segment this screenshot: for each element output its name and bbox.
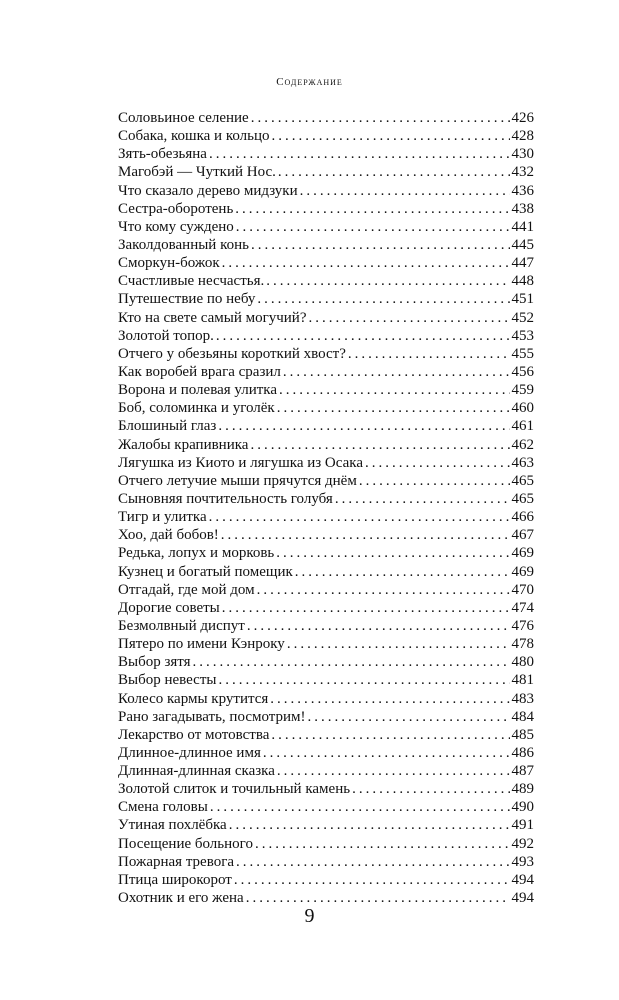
toc-dot-leader bbox=[287, 635, 510, 653]
toc-entry-page: 460 bbox=[511, 400, 534, 417]
toc-entry bbox=[118, 381, 534, 399]
toc-entry-title: Золотой слиток и точильный камень bbox=[118, 781, 351, 798]
toc-entry bbox=[118, 490, 534, 508]
toc-entry bbox=[118, 200, 534, 218]
toc-entry-title: Жалобы крапивника bbox=[118, 436, 249, 453]
toc-entry-title: Хоо, дай бобов! bbox=[118, 527, 219, 544]
toc-entry-title: Посещение больного bbox=[118, 835, 253, 852]
toc-entry bbox=[118, 853, 534, 871]
toc-entry bbox=[118, 744, 534, 762]
toc-entry-page: 432 bbox=[511, 164, 534, 181]
toc-entry bbox=[118, 581, 534, 599]
toc-entry-page: 469 bbox=[511, 563, 534, 580]
toc-dot-leader bbox=[278, 163, 510, 181]
toc-entry-title: Длинное-длинное имя bbox=[118, 744, 261, 761]
toc-entry bbox=[118, 617, 534, 635]
toc-entry-title: Смена головы bbox=[118, 799, 208, 816]
toc-dot-leader bbox=[218, 417, 509, 435]
toc-entry-page: 494 bbox=[511, 890, 534, 907]
toc-entry bbox=[118, 726, 534, 744]
toc-entry-page: 456 bbox=[511, 363, 534, 380]
toc-entry-title: Сыновняя почтительность голубя bbox=[118, 490, 333, 507]
toc-entry bbox=[118, 544, 534, 562]
toc-entry-title: Соловьиное селение bbox=[118, 110, 249, 126]
toc-entry bbox=[118, 599, 534, 617]
toc-entry-title: Собака, кошка и кольцо bbox=[118, 128, 270, 145]
toc-dot-leader bbox=[365, 454, 510, 472]
toc-entry bbox=[118, 436, 534, 454]
toc-entry-title: Выбор зятя bbox=[118, 654, 191, 671]
toc-entry-page: 463 bbox=[511, 454, 534, 471]
toc-dot-leader bbox=[266, 272, 509, 290]
toc-entry bbox=[118, 254, 534, 272]
toc-dot-leader bbox=[276, 544, 509, 562]
toc-dot-leader bbox=[236, 853, 509, 871]
toc-entry-page: 430 bbox=[511, 146, 534, 163]
toc-dot-leader bbox=[234, 871, 510, 889]
toc-entry-page: 485 bbox=[511, 726, 534, 743]
toc-entry-page: 476 bbox=[511, 617, 534, 634]
table-of-contents bbox=[118, 109, 534, 907]
toc-dot-leader bbox=[283, 363, 510, 381]
toc-entry-page: 465 bbox=[511, 490, 534, 507]
toc-dot-leader bbox=[272, 127, 510, 145]
toc-entry bbox=[118, 780, 534, 798]
toc-entry-page: 478 bbox=[511, 636, 534, 653]
toc-entry bbox=[118, 708, 534, 726]
toc-entry bbox=[118, 635, 534, 653]
toc-dot-leader bbox=[279, 381, 509, 399]
toc-entry-title: Пожарная тревога bbox=[118, 853, 235, 870]
toc-entry bbox=[118, 472, 534, 490]
toc-entry-page: 445 bbox=[511, 236, 534, 253]
toc-entry bbox=[118, 309, 534, 327]
toc-dot-leader bbox=[221, 526, 510, 544]
toc-entry bbox=[118, 526, 534, 544]
toc-entry bbox=[118, 871, 534, 889]
toc-dot-leader bbox=[235, 200, 509, 218]
toc-dot-leader bbox=[295, 563, 510, 581]
toc-entry-page: 490 bbox=[511, 799, 534, 816]
toc-entry bbox=[118, 417, 534, 435]
toc-entry bbox=[118, 399, 534, 417]
toc-entry-page: 474 bbox=[511, 599, 534, 616]
toc-dot-leader bbox=[209, 145, 510, 163]
toc-entry-page: 494 bbox=[511, 871, 534, 888]
toc-entry bbox=[118, 671, 534, 689]
toc-entry-title: Редька, лопух и морковь bbox=[118, 545, 275, 562]
toc-dot-leader bbox=[251, 236, 510, 254]
toc-entry bbox=[118, 127, 534, 145]
toc-entry-title: Отчего у обезьяны короткий хвост? bbox=[118, 345, 346, 362]
toc-entry-title: Лекарство от мотовства bbox=[118, 726, 270, 743]
toc-entry-page: 491 bbox=[511, 817, 534, 834]
toc-dot-leader bbox=[216, 327, 510, 345]
toc-dot-leader bbox=[210, 798, 510, 816]
toc-entry-page: 459 bbox=[511, 382, 534, 399]
toc-entry-page: 428 bbox=[511, 128, 534, 145]
toc-entry-page: 489 bbox=[511, 781, 534, 798]
toc-entry-title: Длинная-длинная сказка bbox=[118, 763, 275, 780]
toc-entry-title: Безмолвный диспут bbox=[118, 617, 245, 634]
toc-dot-leader bbox=[193, 653, 510, 671]
toc-entry-page: 483 bbox=[511, 690, 534, 707]
toc-entry-title: Лягушка из Киото и лягушка из Осака bbox=[118, 454, 363, 471]
toc-entry-page: 426 bbox=[511, 110, 534, 126]
toc-entry bbox=[118, 454, 534, 472]
toc-dot-leader bbox=[236, 218, 510, 236]
toc-dot-leader bbox=[277, 762, 510, 780]
toc-entry-title: Тигр и улитка bbox=[118, 509, 207, 526]
toc-entry-page: 448 bbox=[511, 273, 534, 290]
toc-dot-leader bbox=[352, 780, 509, 798]
toc-dot-leader bbox=[257, 581, 510, 599]
toc-entry bbox=[118, 835, 534, 853]
toc-entry-title: Охотник и его жена bbox=[118, 890, 244, 907]
toc-entry-title: Боб, соломинка и уголёк bbox=[118, 400, 275, 417]
toc-entry bbox=[118, 363, 534, 381]
toc-dot-leader bbox=[257, 290, 509, 308]
toc-entry bbox=[118, 816, 534, 834]
toc-dot-leader bbox=[271, 726, 509, 744]
toc-entry-page: 484 bbox=[511, 708, 534, 725]
toc-entry-page: 453 bbox=[511, 327, 534, 344]
toc-entry-page: 447 bbox=[511, 255, 534, 272]
toc-entry-title: Путешествие по небу bbox=[118, 291, 256, 308]
toc-entry-page: 486 bbox=[511, 744, 534, 761]
toc-entry-page: 493 bbox=[511, 853, 534, 870]
toc-entry-title: Колесо кармы крутится bbox=[118, 690, 269, 707]
page-number: 9 bbox=[304, 905, 315, 927]
page-header: Содержание bbox=[276, 76, 343, 88]
toc-dot-leader bbox=[251, 109, 510, 127]
toc-entry-title: Пятеро по имени Кэнроку bbox=[118, 636, 285, 653]
toc-entry-page: 492 bbox=[511, 835, 534, 852]
toc-dot-leader bbox=[277, 399, 510, 417]
toc-entry-title: Кто на свете самый могучий? bbox=[118, 309, 307, 326]
toc-entry-page: 480 bbox=[511, 654, 534, 671]
toc-dot-leader bbox=[209, 508, 510, 526]
toc-entry bbox=[118, 653, 534, 671]
toc-entry bbox=[118, 327, 534, 345]
toc-entry-title: Счастливые несчастья. bbox=[118, 273, 265, 290]
toc-entry bbox=[118, 345, 534, 363]
toc-dot-leader bbox=[255, 835, 510, 853]
toc-dot-leader bbox=[270, 690, 509, 708]
toc-entry-title: Магобэй — Чуткий Нос. bbox=[118, 164, 276, 181]
toc-dot-leader bbox=[263, 744, 510, 762]
toc-entry-page: 452 bbox=[511, 309, 534, 326]
toc-dot-leader bbox=[300, 182, 510, 200]
toc-entry-page: 487 bbox=[511, 763, 534, 780]
toc-entry-title: Как воробей врага сразил bbox=[118, 363, 281, 380]
toc-entry-page: 462 bbox=[511, 436, 534, 453]
toc-dot-leader bbox=[309, 309, 510, 327]
toc-entry-page: 469 bbox=[511, 545, 534, 562]
toc-entry-page: 470 bbox=[511, 581, 534, 598]
toc-dot-leader bbox=[218, 671, 509, 689]
toc-entry-title: Блошиный глаз bbox=[118, 418, 217, 435]
toc-entry bbox=[118, 182, 534, 200]
toc-entry bbox=[118, 563, 534, 581]
toc-entry-title: Ворона и полевая улитка bbox=[118, 382, 278, 399]
toc-entry-page: 466 bbox=[511, 509, 534, 526]
toc-entry-title: Дорогие советы bbox=[118, 599, 220, 616]
toc-entry bbox=[118, 109, 534, 127]
toc-entry bbox=[118, 163, 534, 181]
toc-entry bbox=[118, 798, 534, 816]
toc-entry-title: Что кому суждено bbox=[118, 218, 234, 235]
toc-entry-page: 465 bbox=[511, 472, 534, 489]
toc-entry bbox=[118, 290, 534, 308]
toc-dot-leader bbox=[229, 816, 510, 834]
toc-entry-title: Утиная похлёбка bbox=[118, 817, 227, 834]
toc-entry-page: 436 bbox=[511, 182, 534, 199]
toc-entry bbox=[118, 236, 534, 254]
toc-entry-page: 461 bbox=[511, 418, 534, 435]
toc-dot-leader bbox=[250, 436, 509, 454]
toc-dot-leader bbox=[335, 490, 510, 508]
toc-entry-page: 438 bbox=[511, 200, 534, 217]
toc-entry-page: 467 bbox=[511, 527, 534, 544]
toc-entry-title: Кузнец и богатый помещик bbox=[118, 563, 293, 580]
toc-entry bbox=[118, 145, 534, 163]
toc-entry-title: Что сказало дерево мидзуки bbox=[118, 182, 298, 199]
toc-entry-title: Птица широкорот bbox=[118, 871, 232, 888]
toc-dot-leader bbox=[348, 345, 510, 363]
toc-entry bbox=[118, 508, 534, 526]
toc-entry-title: Сестра-оборотень bbox=[118, 200, 234, 217]
toc-entry-page: 481 bbox=[511, 672, 534, 689]
toc-entry bbox=[118, 762, 534, 780]
toc-dot-leader bbox=[247, 617, 510, 635]
toc-entry-page: 451 bbox=[511, 291, 534, 308]
toc-entry-title: Золотой топор. bbox=[118, 327, 214, 344]
toc-entry-page: 455 bbox=[511, 345, 534, 362]
toc-entry bbox=[118, 272, 534, 290]
toc-entry-title: Отгадай, где мой дом bbox=[118, 581, 255, 598]
toc-dot-leader bbox=[359, 472, 510, 490]
toc-entry bbox=[118, 218, 534, 236]
toc-entry-title: Заколдованный конь bbox=[118, 236, 249, 253]
toc-dot-leader bbox=[308, 708, 510, 726]
toc-entry bbox=[118, 690, 534, 708]
toc-entry-title: Отчего летучие мыши прячутся днём bbox=[118, 472, 357, 489]
toc-entry-title: Рано загадывать, посмотрим! bbox=[118, 708, 306, 725]
toc-dot-leader bbox=[222, 599, 510, 617]
toc-entry-title: Сморкун-божок bbox=[118, 255, 220, 272]
toc-entry-page: 441 bbox=[511, 218, 534, 235]
toc-entry-title: Зять-обезьяна bbox=[118, 146, 207, 163]
toc-entry-title: Выбор невесты bbox=[118, 672, 217, 689]
toc-dot-leader bbox=[222, 254, 510, 272]
